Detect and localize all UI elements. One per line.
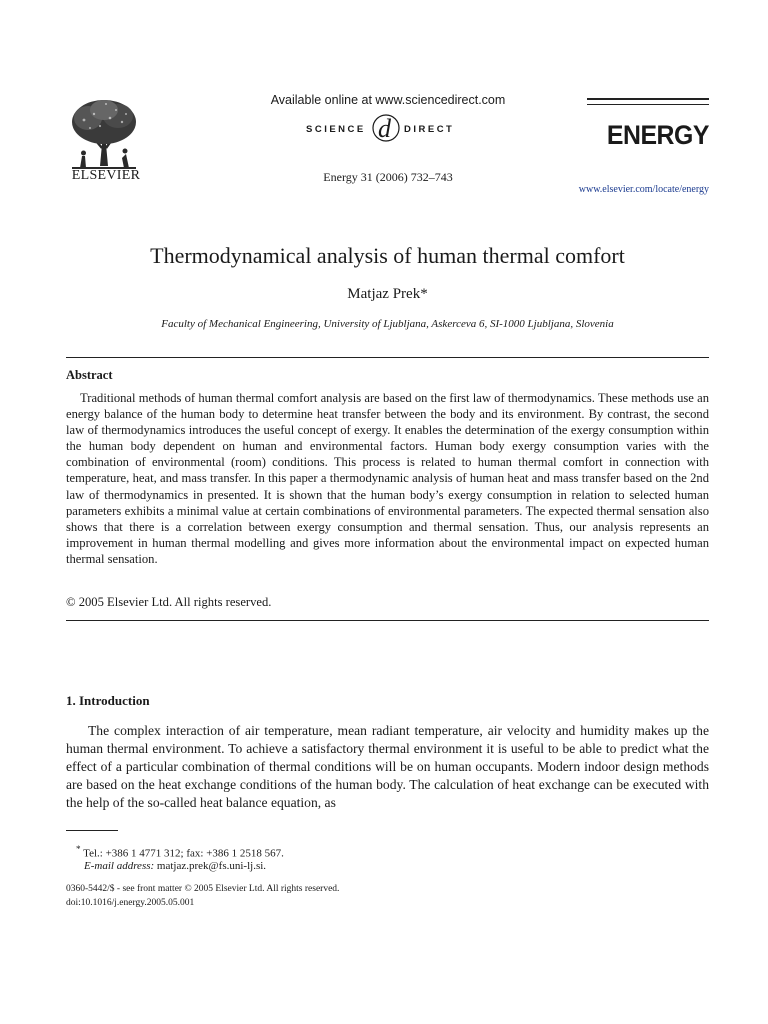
footnote-marker: * <box>76 844 81 854</box>
abstract-body: Traditional methods of human thermal comfort analysis are based on the first law of thermodynamics. These methods use an energy balance of the human body to determine heat transfer between the body and its environment. By contrast, the second law of thermodynamics introduces the useful concept of exergy. It enables the determination of the exergy consumption within the human body dependent on human and environmental factors. Human body exergy consumption varies with the combination of environmental (room) conditions. This process is related to human thermal comfort in connection with temperature, heat, and mass transfer. In this paper a thermodynamic analysis of human heat and mass transfer based on the 2nd law of thermodynamics in presented. It is shown that the human body’s exergy consumption in relation to selected human parameters exhibits a minimal value at certain combinations of environmental parameters. The expected thermal sensation also shows that there is a correlation between exergy consumption and thermal sensation. Thus, our analysis represents an improvement in human thermal modelling and gives more information about the environmental impact on expected human thermal sensation. <box>66 391 709 566</box>
article-author: Matjaz Prek* <box>347 286 428 302</box>
sciencedirect-logo <box>296 112 472 144</box>
footnote-contact-text: Tel.: +386 1 4771 312; fax: +386 1 2518 567. <box>83 847 284 860</box>
email-link[interactable]: matjaz.prek@fs.uni-lj.si. <box>156 860 267 872</box>
journal-url-link[interactable]: www.elsevier.com/locate/energy <box>578 184 709 195</box>
abstract-top-rule <box>66 357 709 358</box>
sciencedirect-right-text: DIRECT <box>404 124 455 135</box>
doi-link[interactable]: doi:10.1016/j.energy.2005.05.001 <box>66 898 195 908</box>
journal-rule-top <box>587 98 709 100</box>
publisher-name: ELSEVIER <box>71 168 141 183</box>
footnote-contact <box>76 844 284 860</box>
journal-rule-bottom <box>587 104 709 105</box>
front-matter-issn: 0360-5442/$ - see front matter © 2005 Elsevier Ltd. All rights reserved. <box>66 884 340 894</box>
article-affiliation: Faculty of Mechanical Engineering, University of Ljubljana, Askerceva 6, SI-1000 Ljubljana, Slovenia <box>161 318 614 330</box>
abstract-copyright: © 2005 Elsevier Ltd. All rights reserved. <box>66 595 272 609</box>
abstract-bottom-rule <box>66 620 709 621</box>
journal-citation: Energy 31 (2006) 732–743 <box>323 170 453 184</box>
journal-name: ENERGY <box>606 120 709 150</box>
footnote-email <box>84 860 266 872</box>
footnote-rule <box>66 830 118 831</box>
section-heading-introduction: 1. Introduction <box>66 693 150 708</box>
sciencedirect-left-text: SCIENCE <box>306 124 366 135</box>
article-title: Thermodynamical analysis of human thermal comfort <box>150 243 625 268</box>
email-label: E-mail address: <box>84 860 155 872</box>
abstract-heading: Abstract <box>66 368 113 382</box>
introduction-body: The complex interaction of air temperature, mean radiant temperature, air velocity and humidity makes up the human thermal environment. To achieve a satisfactory thermal environment it is useful to be able to predict what the effect of a particular combination of thermal conditions will be on human occupants. Modern indoor design methods are based on the heat exchange conditions of the human body. The calculation of heat exchange can be executed with the help of the so-called heat balance equation, as <box>66 723 709 810</box>
sciencedirect-mark: d <box>378 114 391 143</box>
available-online-text: Available online at www.sciencedirect.com <box>270 93 506 107</box>
